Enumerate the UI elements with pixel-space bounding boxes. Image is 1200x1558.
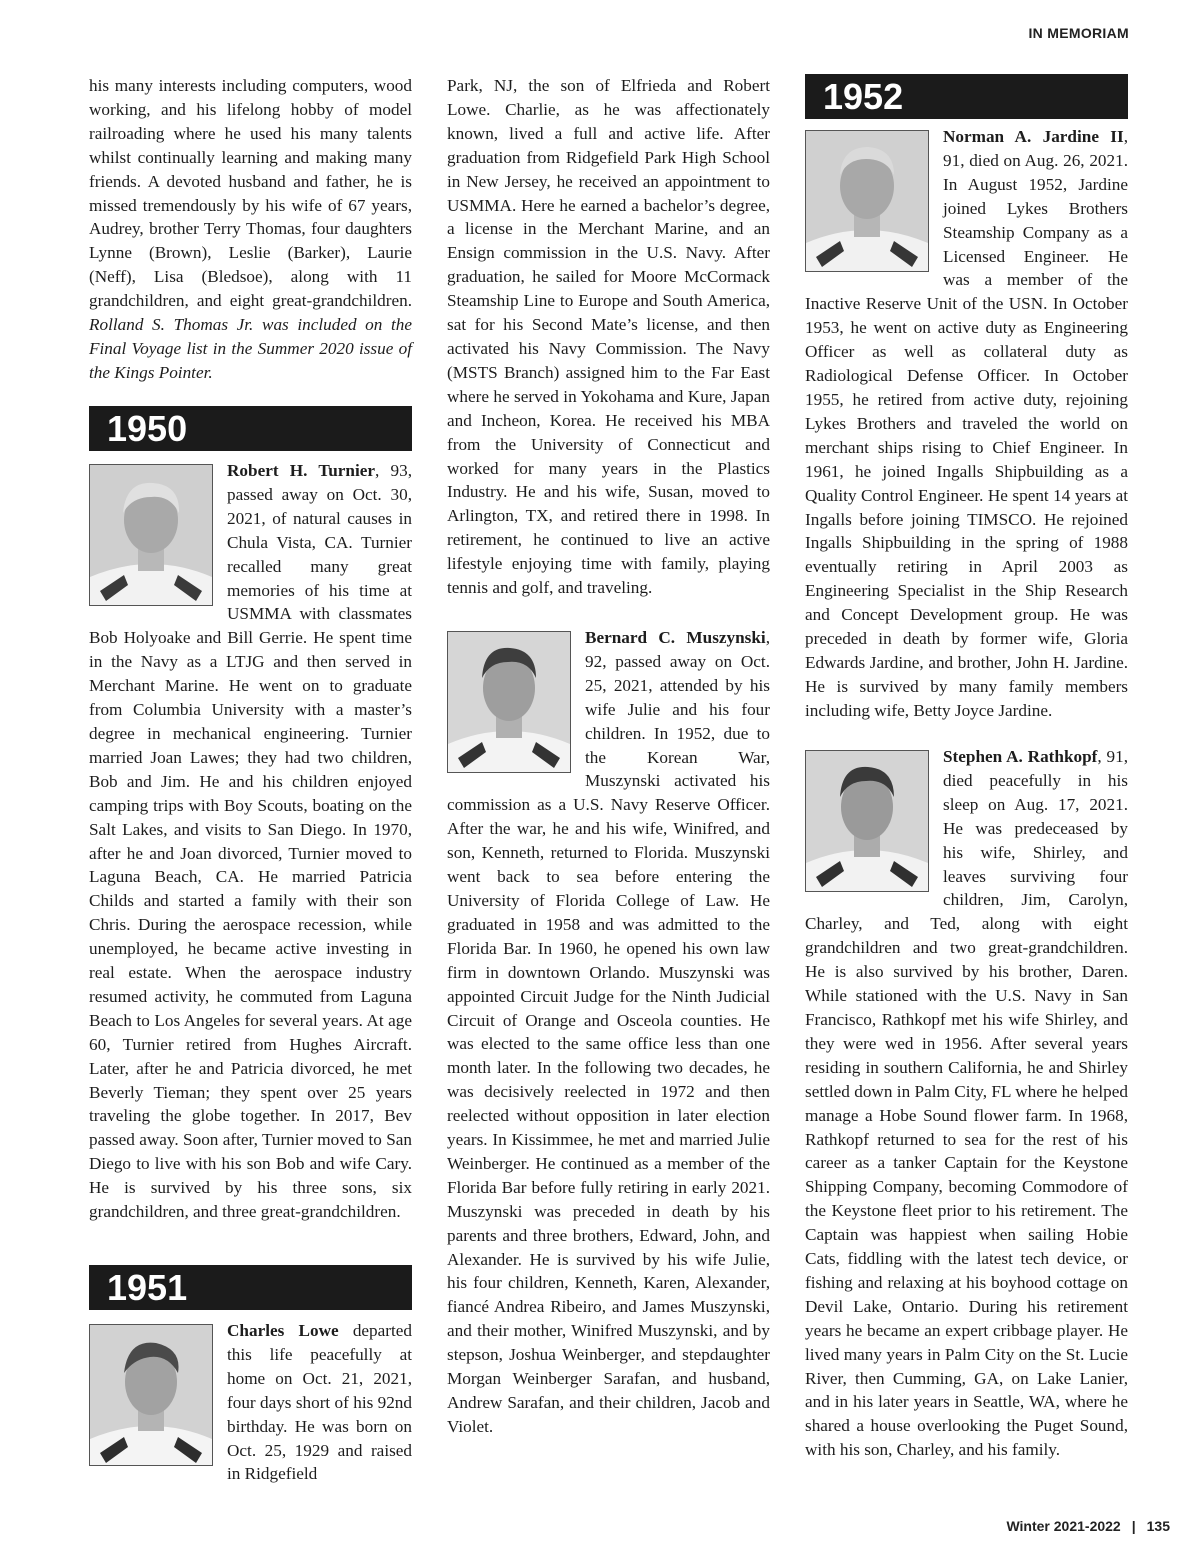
person-name: Norman A. Jardine II: [943, 127, 1124, 146]
obituary-text: , 92, passed away on Oct. 25, 2021, attended by his wife Julie and his four children. In 1952, due to the Korean War, Muszynski activated his commission as a U.S. Navy Reserve Officer. After the war, he and his wife, Winifred, and son, Kenneth, returned to Florida. Muszynski went back to sea before entering the University of Florida College of Law. He graduated in 1958 and was admitted to the Florida Bar. In 1960, he opened his own law firm in downtown Orlando. Muszynski was appointed Circuit Judge for the Ninth Judicial Circuit of Orange and Osceola counties. He was elected to the same office less than one month later. In the following two decades, he was decisively reelected in 1972 and then reelected without opposition in later election years. In Kissimmee, he met and married Julie Weinberger. He continued as a member of the Florida Bar before fully retiring in early 2021. Muszynski was preceded in death by his parents and three brothers, Edward, John, and Alexander. He is survived by his wife Julie, his four children, Kenneth, Karen, Alexander, fiancé Andrea Ribeiro, and James Muszynski, and their mother, Winifred Muszynski, and by stepson, Joshua Weinberger, and stepdaughter Morgan Weinberger Sarafan, and husband, Andrew Sarafan, and their children, Jacob and Violet.: [447, 628, 770, 1436]
obituary-muszynski: [447, 626, 770, 1439]
year-label: 1952: [823, 76, 904, 117]
year-banner-1951: [89, 1265, 412, 1310]
obituary-text: , 91, died peacefully in his sleep on Aug. 17, 2021. He was predeceased by his wife, Shirley, and leaves surviving four children, Jim, Carolyn, Charley, and Ted, along with eight grandchildren and two great-grandchildren. He is also survived by his brother, Daren. While stationed with the U.S. Navy in San Francisco, Rathkopf met his wife Shirley, and they were wed in 1956. After several years residing in southern California, he and Shirley settled down in Palm City, FL where he helped manage a Hobe Sound flower farm. In 1968, Rathkopf returned to sea for the rest of his career as a tanker Captain for the Keystone Shipping Company, becoming Commodore of the Keystone fleet prior to his retirement. The Captain was happiest when sailing Hobie Cats, fiddling with the latest tech device, or fishing and relaxing at his boyhood cottage on Devil Lake, Ontario. During his retirement years he became an expert cribbage player. He lived many years in Palm City on the St. Lucie River, then Cumming, GA, on Lake Lanier, and in his later years in Seattle, WA, where he shared a house overlooking the Puget Sound, with his son, Charley, and his family.: [805, 747, 1129, 1460]
portrait-photo-turnier: [89, 464, 213, 606]
issue-label: Winter 2021-2022: [1006, 1518, 1121, 1534]
obituary-lowe: [89, 1319, 412, 1486]
section-label: IN MEMORIAM: [1028, 25, 1129, 41]
footer-separator: |: [1131, 1518, 1136, 1534]
person-name: Bernard C. Muszynski: [585, 628, 766, 647]
portrait-image: [90, 1325, 212, 1465]
year-banner-1950: [89, 406, 412, 451]
obituary-text: departed this life peacefully at home on Oct. 21, 2021, four days short of his 92nd birthday. He was born on Oct. 25, 1929 and raised in Ridgefield: [227, 1321, 412, 1484]
page-footer: [1006, 1518, 1170, 1534]
continued-obituary: [89, 74, 412, 385]
final-voyage-note: Rolland S. Thomas Jr. was included on the Final Voyage list in the Summer 2020 issue of the Kings Pointer.: [89, 315, 412, 382]
portrait-photo-jardine: [805, 130, 929, 272]
obituary-text: , 93, passed away on Oct. 30, 2021, of natural causes in Chula Vista, CA. Turnier recalled many great memories of his time at USMMA with classmates Bob Holyoake and Bill Gerrie. He spent time in the Navy as a LTJG and then served in Merchant Marine. He went on to graduate from Columbia University with a master’s degree in mechanical engineering. Turnier married Joan Lawes; they had two children, Bob and Jim. He and his children enjoyed camping trips with Boy Scouts, boating on the Salt Lakes, and visits to San Diego. In 1970, after he and Joan divorced, Turnier moved to Laguna Beach, CA. He married Patricia Childs and started a family with their son Chris. During the aerospace recession, while unemployed, he became active investing in real estate. When the aerospace industry resumed activity, he commuted from Laguna Beach to Los Angeles for several years. At age 60, Turnier retired from Hughes Aircraft. Later, after he and Patricia divorced, he met Beverly Tieman; they spent over 25 years traveling the globe together. In 2017, Bev passed away. Soon after, Turnier moved to San Diego to live with his son Bob and wife Cary. He is survived by his three sons, six grandchildren, and three great-grandchildren.: [89, 461, 412, 1222]
portrait-image: [90, 465, 212, 605]
person-name: Robert H. Turnier: [227, 461, 375, 480]
portrait-image: [806, 131, 928, 271]
obituary-text: , 91, died on Aug. 26, 2021. In August 1952, Jardine joined Lykes Brothers Steamship Company as a Licensed Engineer. He was a member of the Inactive Reserve Unit of the USN. In October 1953, he went on active duty as Engineering Officer as well as collateral duty as Radiological Defense Officer. In October 1955, he retired from active duty, rejoining Lykes Brothers and traveled the world on merchant ships rising to Chief Engineer. In 1961, he joined Ingalls Shipbuilding as a Quality Control Engineer. He spent 14 years at Ingalls before joining TIMSCO. He rejoined Ingalls Shipbuilding in the spring of 1988 eventually retiring in April 2003 as Engineering Specialist in the Ship Research and Concept Development group. He was preceded in death by former wife, Gloria Edwards Jardine, and brother, John H. Jardine. He is survived by many family members including wife, Betty Joyce Jardine.: [805, 127, 1128, 720]
year-label: 1950: [107, 408, 188, 449]
page-number: 135: [1146, 1518, 1170, 1534]
year-banner-1952: [805, 74, 1128, 119]
obituary-lowe-continued: Park, NJ, the son of Elfrieda and Robert Lowe. Charlie, as he was affectionately known, lived a full and active life. After graduation from Ridgefield Park High School in New Jersey, he received an appointment to USMMA. Here he earned a bachelor’s degree, a license in the Merchant Marine, and an Ensign commission in the U.S. Navy. After graduation, he sailed for Moore McCormack Steamship Line to Europe and South America, sat for his Second Mate’s license, and then activated his Navy Commission. The Navy (MSTS Branch) assigned him to the Far East where he served in Yokohama and Kure, Japan and Incheon, Korea. He received his MBA from the University of Connecticut and worked for many years in the Plastics Industry. He and his wife, Susan, moved to Arlington, TX, and retired there in 1998. In retirement, he continued to live an active lifestyle enjoying time with family, playing tennis and golf, and traveling.: [447, 76, 770, 598]
person-name: Charles Lowe: [227, 1321, 339, 1340]
portrait-photo-muszynski: [447, 631, 571, 773]
portrait-photo-rathkopf: [805, 750, 929, 892]
year-label: 1951: [107, 1267, 188, 1308]
portrait-image: [806, 751, 928, 891]
portrait-image: [448, 632, 570, 772]
portrait-photo-lowe: [89, 1324, 213, 1466]
continued-obituary-text: his many interests including computers, wood working, and his lifelong hobby of model railroading where he used his many talents whilst continually learning and making many friends. A devoted husband and father, he is missed tremendously by his wife of 67 years, Audrey, brother Terry Thomas, four daughters Lynne (Brown), Leslie (Barker), Laurie (Neff), Lisa (Bledsoe), along with 11 grandchildren, and eight great-grandchildren.: [89, 76, 412, 311]
obituary-turnier: [89, 459, 412, 1224]
obituary-jardine: [805, 125, 1128, 723]
person-name: Stephen A. Rathkopf: [943, 747, 1098, 766]
obituary-rathkopf: [805, 745, 1128, 1462]
